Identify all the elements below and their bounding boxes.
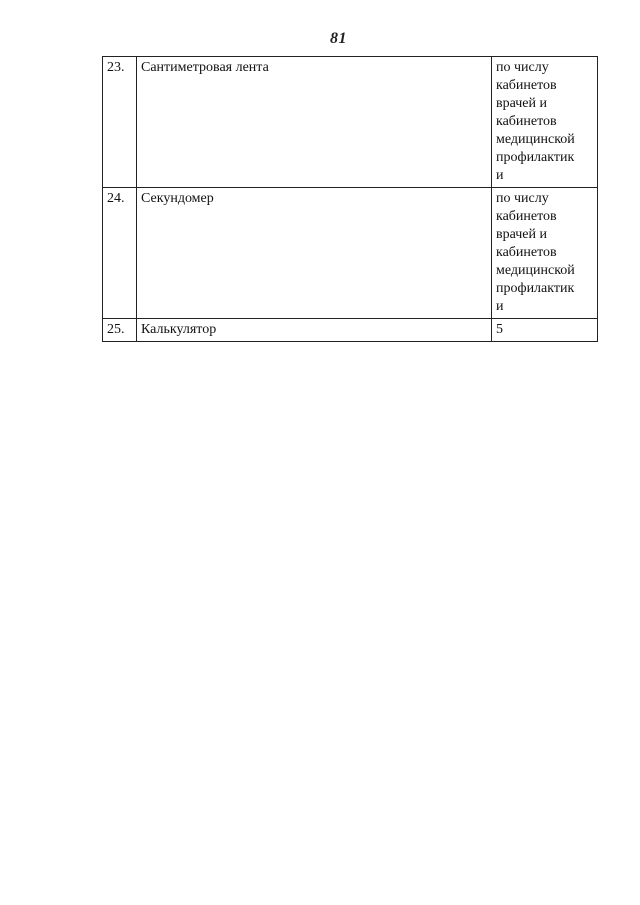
row-number: 25. [103,319,137,342]
equipment-name: Сантиметровая лента [137,57,492,188]
equipment-quantity: 5 [492,319,598,342]
row-number: 23. [103,57,137,188]
equipment-name: Секундомер [137,188,492,319]
table-row [103,188,598,319]
equipment-quantity: по числу кабинетов врачей и кабинетов медицинской профилактик и [492,57,598,188]
equipment-table [102,56,598,342]
page-number: 81 [330,30,347,47]
equipment-name: Калькулятор [137,319,492,342]
table-row [103,57,598,188]
table-row [103,319,598,342]
row-number: 24. [103,188,137,319]
equipment-quantity: по числу кабинетов врачей и кабинетов медицинской профилактик и [492,188,598,319]
